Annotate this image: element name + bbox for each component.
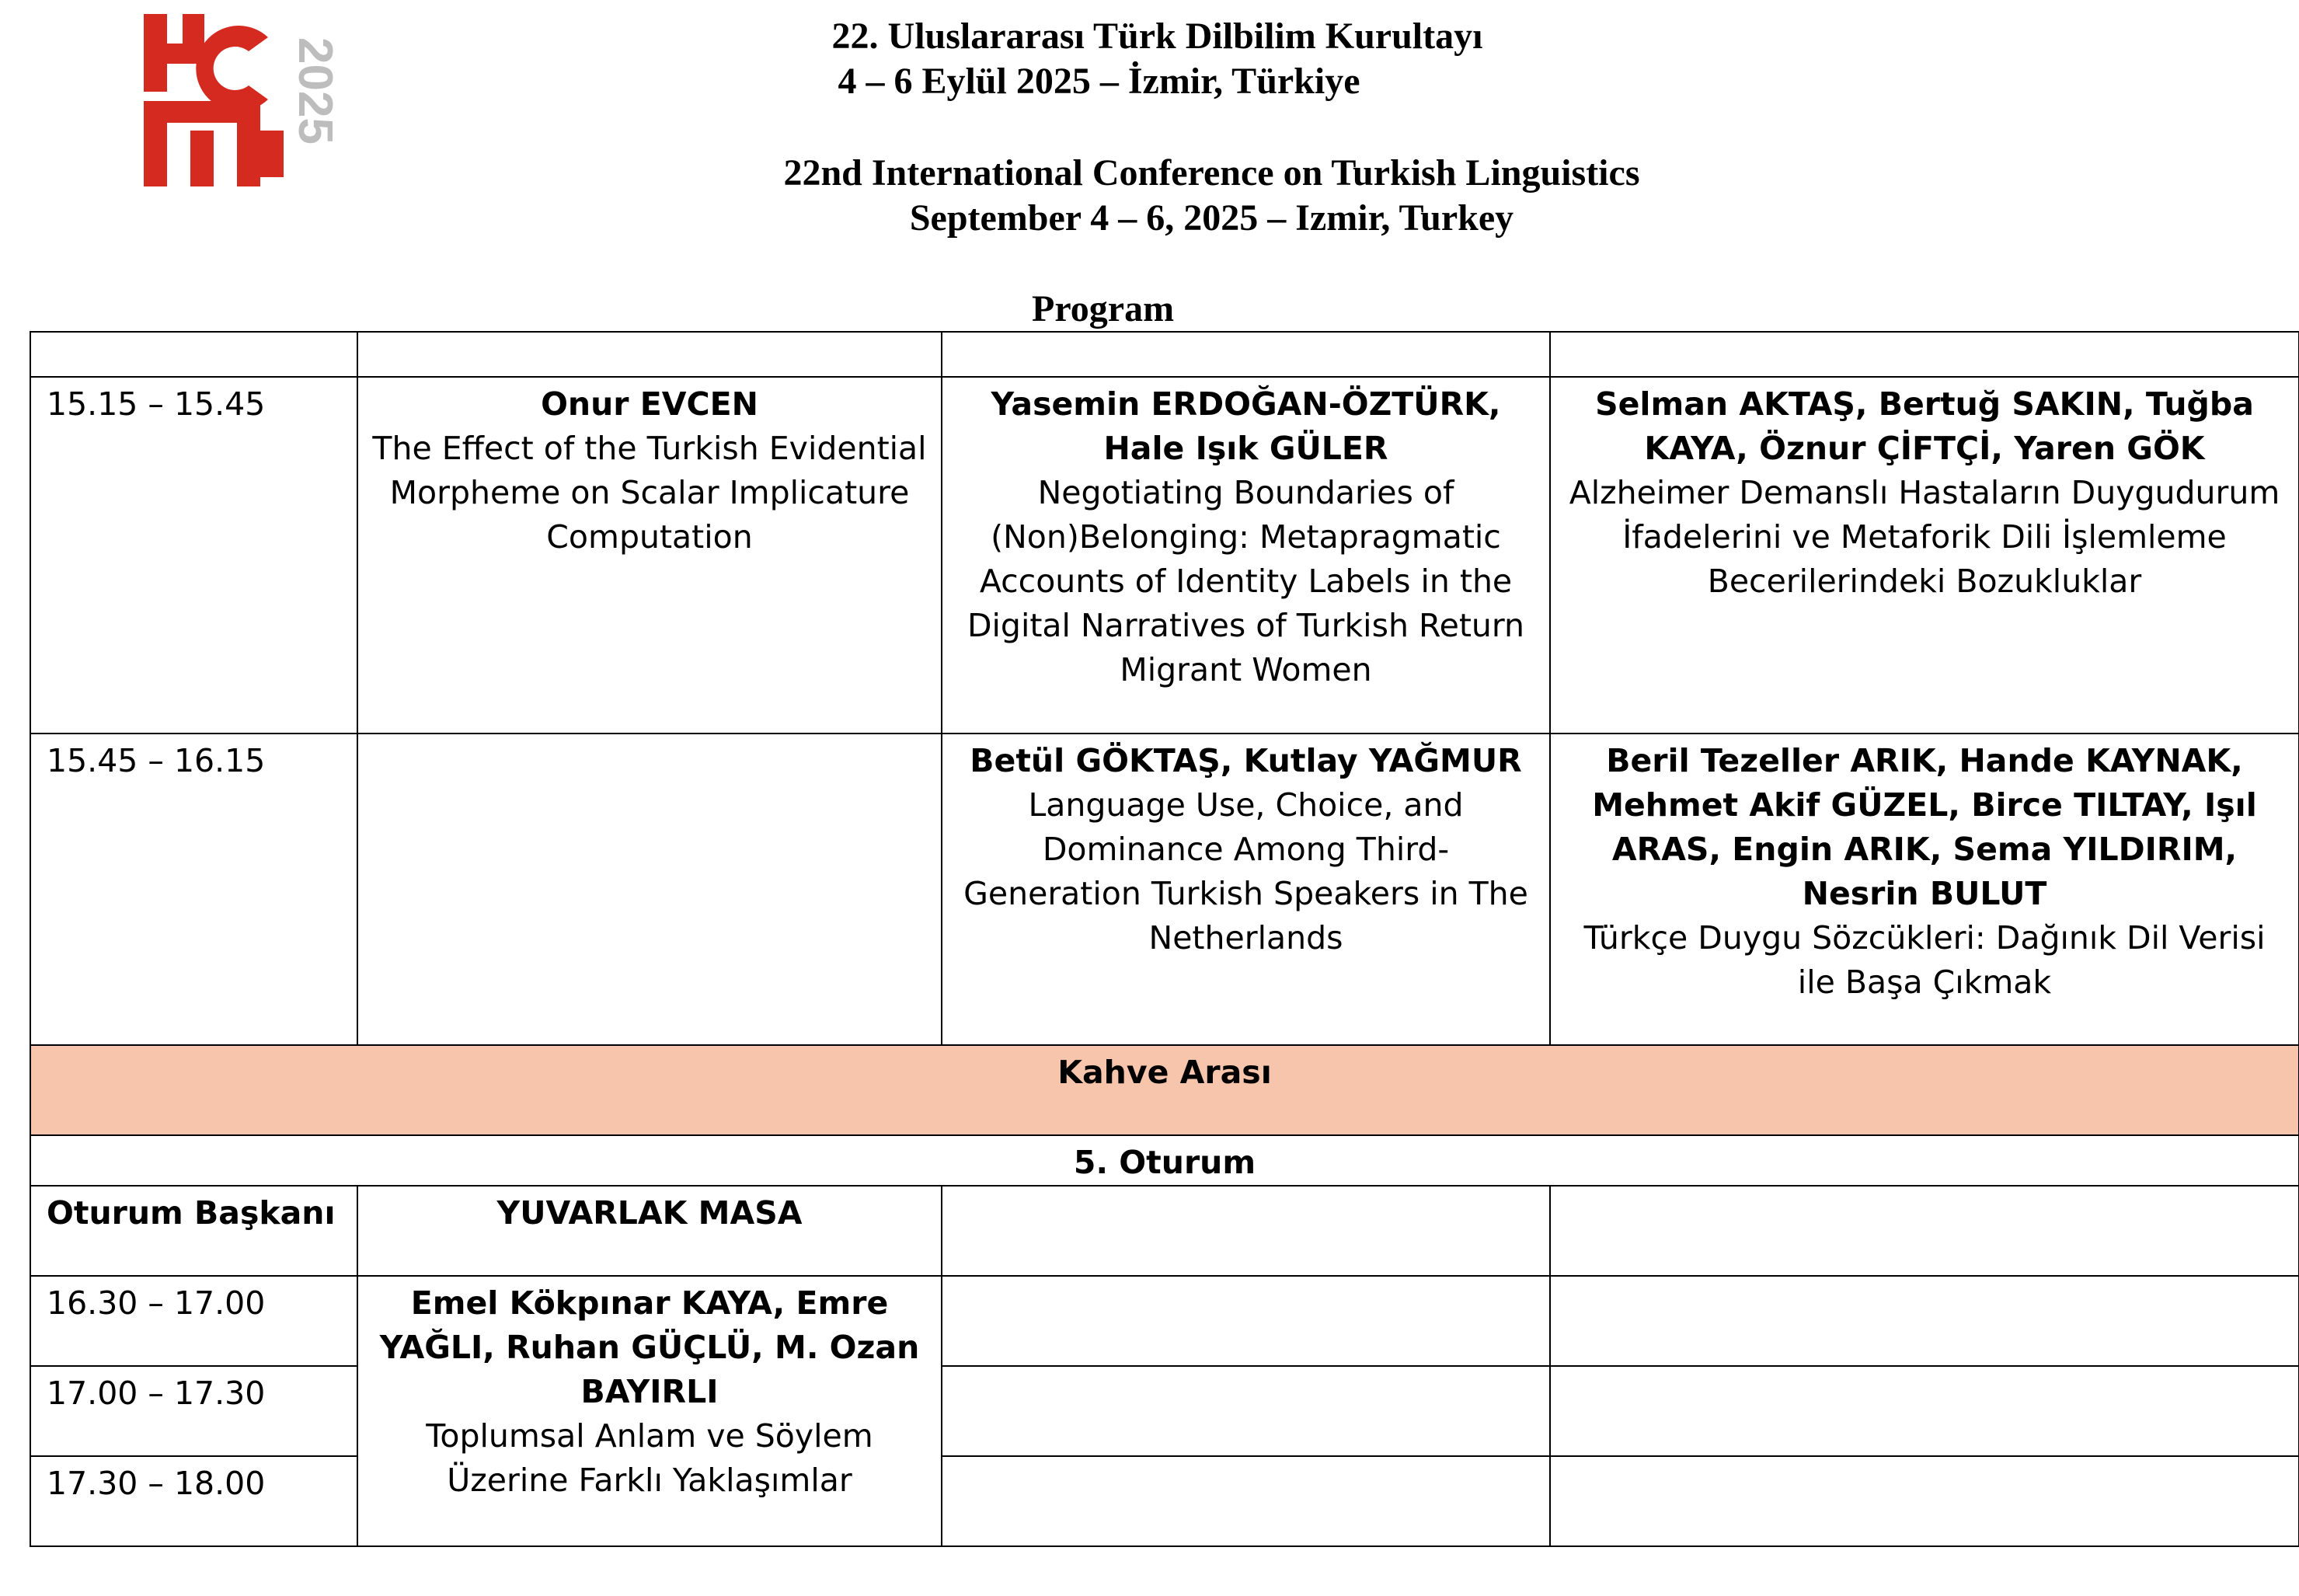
talk-authors: Betül GÖKTAŞ, Kutlay YAĞMUR xyxy=(970,742,1522,779)
empty-cell xyxy=(1550,1366,2299,1456)
session-chair-label: Oturum Başkanı xyxy=(30,1186,357,1276)
session-row xyxy=(30,1135,2299,1186)
empty-cell xyxy=(942,332,1550,377)
talk-title: Alzheimer Demanslı Hastaların Duygudurum İfadelerini ve Metaforik Dili İşlemleme Becerilerindeki Bozukluklar xyxy=(1569,474,2280,600)
talk-authors: Selman AKTAŞ, Bertuğ SAKIN, Tuğba KAYA, Öznur ÇİFTÇİ, Yaren GÖK xyxy=(1595,385,2254,467)
session-title: 5. Oturum xyxy=(30,1135,2299,1186)
header-title-tr: 22. Uluslararası Türk Dilbilim Kurultayı xyxy=(831,16,1483,57)
coffee-break-row xyxy=(30,1045,2299,1135)
program-table xyxy=(30,331,2299,1547)
empty-cell xyxy=(357,332,942,377)
table-row xyxy=(30,734,2299,1045)
talk-title: Türkçe Duygu Sözcükleri: Dağınık Dil Verisi ile Başa Çıkmak xyxy=(1583,919,2266,1001)
talk-title: Language Use, Choice, and Dominance Among Third-Generation Turkish Speakers in The Netherlands xyxy=(963,786,1528,957)
talk-authors: Beril Tezeller ARIK, Hande KAYNAK, Mehmet Akif GÜZEL, Birce TILTAY, Işıl ARAS, Engin ARIK, Sema YILDIRIM, Nesrin BULUT xyxy=(1592,742,2257,912)
header-date-tr: 4 – 6 Eylül 2025 – İzmir, Türkiye xyxy=(838,61,1360,102)
talk-authors: Onur EVCEN xyxy=(541,385,758,423)
talk-authors: Yasemin ERDOĞAN-ÖZTÜRK, Hale Işık GÜLER xyxy=(991,385,1501,467)
time-cell: 15.15 – 15.45 xyxy=(30,377,357,734)
empty-cell xyxy=(1550,1276,2299,1366)
empty-cell xyxy=(942,1276,1550,1366)
talk-cell xyxy=(357,734,942,1045)
time-cell: 16.30 – 17.00 xyxy=(30,1276,357,1366)
talk-title: The Effect of the Turkish Evidential Morpheme on Scalar Implicature Computation xyxy=(372,430,927,556)
talk-cell xyxy=(357,377,942,734)
empty-cell xyxy=(1550,1186,2299,1276)
logo-year: 2025 xyxy=(288,37,342,145)
round-table-label: YUVARLAK MASA xyxy=(357,1186,942,1276)
empty-cell xyxy=(942,1186,1550,1276)
empty-cell xyxy=(1550,1456,2299,1546)
header-title-en: 22nd International Conference on Turkish Linguistics xyxy=(783,152,1640,193)
table-row xyxy=(30,1276,2299,1366)
program-heading: Program xyxy=(1032,288,1175,329)
talk-title: Negotiating Boundaries of (Non)Belonging: Metapragmatic Accounts of Identity Labels in the Digital Narratives of Turkish Return Migrant Women xyxy=(967,474,1525,688)
talk-cell xyxy=(942,734,1550,1045)
talk-cell xyxy=(1550,734,2299,1045)
header-date-en: September 4 – 6, 2025 – Izmir, Turkey xyxy=(909,197,1514,239)
table-row xyxy=(30,377,2299,734)
header-row xyxy=(30,332,2299,377)
round-table-authors: Emel Kökpınar KAYA, Emre YAĞLI, Ruhan GÜÇLÜ, M. Ozan BAYIRLI xyxy=(379,1284,920,1410)
coffee-break-label: Kahve Arası xyxy=(30,1045,2299,1135)
empty-cell xyxy=(30,332,357,377)
empty-cell xyxy=(942,1456,1550,1546)
empty-cell xyxy=(1550,332,2299,377)
round-table-cell xyxy=(357,1276,942,1546)
talk-cell xyxy=(1550,377,2299,734)
chair-row xyxy=(30,1186,2299,1276)
time-cell: 15.45 – 16.15 xyxy=(30,734,357,1045)
empty-cell xyxy=(942,1366,1550,1456)
talk-cell xyxy=(942,377,1550,734)
round-table-title: Toplumsal Anlam ve Söylem Üzerine Farklı Yaklaşımlar xyxy=(426,1417,873,1499)
time-cell: 17.30 – 18.00 xyxy=(30,1456,357,1546)
time-cell: 17.00 – 17.30 xyxy=(30,1366,357,1456)
